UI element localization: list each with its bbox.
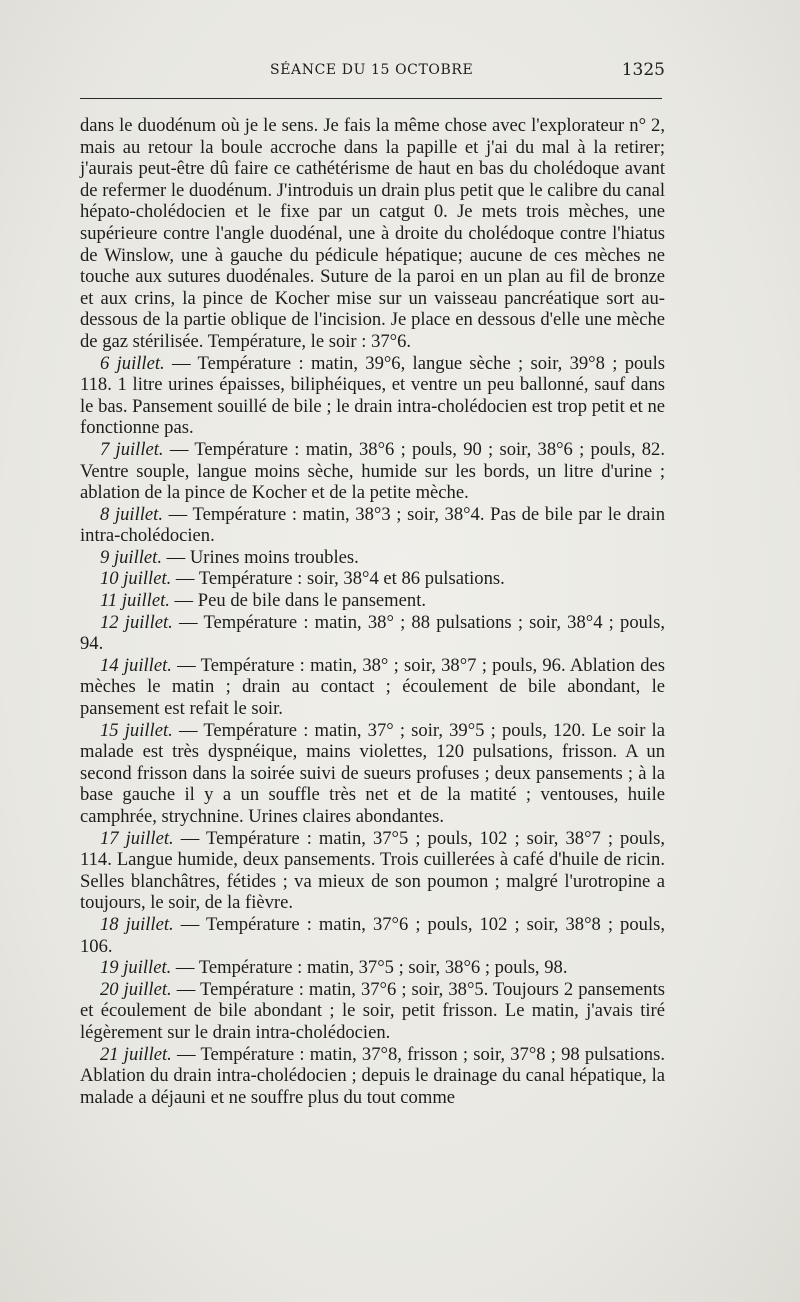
entry-text: — Température : matin, 38° ; 88 pulsations ; soir, 38°4 ; pouls, 94. bbox=[80, 611, 665, 655]
entry-text: — Température : matin, 38°6 ; pouls, 90 ; soir, 38°6 ; pouls, 82. Ventre souple, langue moins sèche, humide sur les bords, un litre d'urine ; ablation de la pince de Kocher et de la petite mèche. bbox=[80, 438, 665, 504]
journal-entry bbox=[80, 1044, 665, 1109]
entry-text: — Urines moins troubles. bbox=[161, 546, 359, 568]
journal-entry bbox=[80, 979, 665, 1044]
journal-entry bbox=[80, 828, 665, 914]
entry-text: — Température : matin, 37°5 ; soir, 38°6 ; pouls, 98. bbox=[171, 957, 568, 979]
journal-entry bbox=[80, 504, 665, 547]
body-text bbox=[80, 115, 665, 1108]
journal-entry bbox=[80, 914, 665, 957]
entry-text: — Température : matin, 37°5 ; pouls, 102 ; soir, 38°7 ; pouls, 114. Langue humide, deux pansements. Trois cuillerées à café d'huile de ricin. Selles blanchâtres, fétides ; va mieux de son poumon ; malgré l'urotropine a toujours, le soir, de la fièvre. bbox=[80, 827, 665, 914]
running-title: SÉANCE DU 15 OCTOBRE bbox=[270, 62, 474, 78]
entry-text: — Température : matin, 37°8, frisson ; soir, 37°8 ; 98 pulsations. Ablation du drain intra-cholédocien ; depuis le drainage du canal hépatique, la malade a déjauni et ne souffre plus du tout comme bbox=[80, 1043, 665, 1108]
entry-date: 15 juillet. bbox=[100, 719, 173, 741]
entry-text: — Température : matin, 37°6 ; pouls, 102 ; soir, 38°8 ; pouls, 106. bbox=[80, 913, 665, 957]
journal-entry bbox=[80, 547, 665, 569]
entry-text: — Température : matin, 38°3 ; soir, 38°4. Pas de bile par le drain intra-cholédocien. bbox=[80, 503, 665, 547]
entry-text: — Température : matin, 37° ; soir, 39°5 ; pouls, 120. Le soir la malade est très dyspnéique, mains violettes, 120 pulsations, frisson. A un second frisson dans la soirée suivi de sueurs profuses ; deux pansements ; à la base gauche il y a un souffle très net et de la matité ; ventouses, huile camphrée, strychnine. Urines claires abondantes. bbox=[80, 719, 665, 827]
journal-entry bbox=[80, 353, 665, 439]
entry-date: 17 juillet. bbox=[100, 827, 174, 849]
entry-date: 19 juillet. bbox=[100, 957, 172, 979]
running-head bbox=[80, 58, 665, 88]
entry-text: — Température : soir, 38°4 et 86 pulsations. bbox=[171, 568, 505, 590]
entry-date: 6 juillet. bbox=[100, 352, 165, 374]
header-rule bbox=[80, 98, 662, 99]
journal-entry bbox=[80, 568, 665, 590]
entry-date: 10 juillet. bbox=[100, 568, 172, 590]
entry-date: 8 juillet. bbox=[100, 503, 163, 525]
entry-date: 11 juillet. bbox=[100, 590, 170, 612]
page-number: 1325 bbox=[621, 60, 665, 80]
entry-date: 21 juillet. bbox=[100, 1043, 172, 1065]
entry-text: — Peu de bile dans le pansement. bbox=[169, 590, 427, 612]
entry-date: 14 juillet. bbox=[100, 654, 172, 676]
entry-date: 7 juillet. bbox=[100, 438, 164, 460]
journal-entry bbox=[80, 590, 665, 612]
entry-date: 18 juillet. bbox=[100, 913, 174, 935]
entry-date: 20 juillet. bbox=[100, 978, 172, 1000]
entry-date: 12 juillet. bbox=[100, 611, 173, 633]
journal-entry bbox=[80, 957, 665, 979]
entry-text: — Température : matin, 37°6 ; soir, 38°5. Toujours 2 pansements et écoulement de bile abondant ; le soir, petit frisson. Le matin, j'avais tiré légèrement sur le drain intra-cholédocien. bbox=[80, 978, 665, 1043]
journal-entry bbox=[80, 439, 665, 504]
opening-paragraph: dans le duodénum où je le sens. Je fais la même chose avec l'explorateur n° 2, mais au retour la boule accroche dans la papille et j'ai du mal à la retirer; j'aurais peut-être dû faire ce cathétérisme de haut en bas du cholédoque avant de refermer le duodénum. J'introduis un drain plus petit que le calibre du canal hépato-cholédocien et le fixe par un catgut 0. Je mets trois mèches, une supérieure contre l'angle duodénal, une à droite du cholédoque contre l'hiatus de Winslow, une à gauche du pédicule hépatique; aucune de ces mèches ne touche aux sutures duodénales. Suture de la paroi en un plan au fil de bronze et aux crins, la pince de Kocher mise sur un vaisseau pancréatique sort au-dessous de la partie oblique de l'incision. Je place en dessous d'elle une mèche de gaz stérilisée. Température, le soir : 37°6. bbox=[80, 115, 665, 352]
entry-text: — Température : matin, 39°6, langue sèche ; soir, 39°8 ; pouls 118. 1 litre urines épaisses, biliphéiques, et ventre un peu ballonné, sauf dans le bas. Pansement souillé de bile ; le drain intra-cholédocien est trop petit et ne fonctionne pas. bbox=[80, 352, 666, 439]
journal-entry bbox=[80, 612, 665, 655]
entry-text: — Température : matin, 38° ; soir, 38°7 ; pouls, 96. Ablation des mèches le matin ; drain au contact ; écoulement de bile abondant, le pansement est refait le soir. bbox=[80, 654, 665, 720]
journal-entry bbox=[80, 655, 665, 720]
journal-entry bbox=[80, 720, 665, 828]
entry-date: 9 juillet. bbox=[100, 546, 162, 568]
